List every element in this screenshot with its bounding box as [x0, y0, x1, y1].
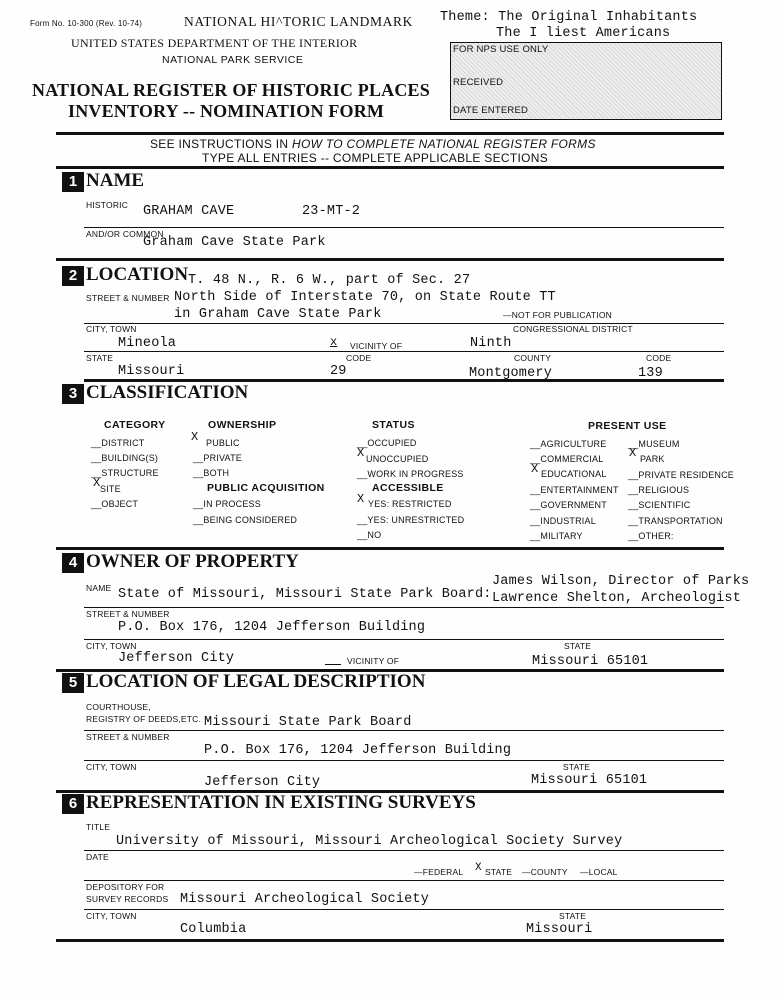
nps-use-box — [450, 42, 722, 120]
use-park-x: X — [629, 446, 637, 460]
historic-name: GRAHAM CAVE — [143, 204, 235, 219]
acquisition-being-considered: __BEING CONSIDERED — [193, 515, 298, 525]
use-agriculture: __AGRICULTURE — [530, 439, 607, 449]
registry-value: Missouri State Park Board — [204, 715, 412, 730]
courthouse-label: COURTHOUSE, — [86, 702, 151, 712]
depository-rule — [84, 909, 724, 910]
instructions-line1: SEE INSTRUCTIONS IN HOW TO COMPLETE NATIONAL REGISTER FORMS — [150, 137, 596, 151]
registry-rule — [84, 730, 724, 731]
use-commercial: __COMMERCIAL — [530, 454, 604, 464]
survey-local: —LOCAL — [580, 867, 618, 877]
state-value: Missouri — [118, 364, 185, 379]
use-scientific: __SCIENTIFIC — [628, 500, 691, 510]
legal-location: T. 48 N., R. 6 W., part of Sec. 27 — [188, 273, 471, 288]
owner-city: Jefferson City — [118, 651, 235, 666]
department-label: UNITED STATES DEPARTMENT OF THE INTERIOR — [71, 36, 358, 50]
registry-street-rule — [84, 760, 724, 761]
not-for-publication: —NOT FOR PUBLICATION — [503, 310, 613, 320]
accessible-unrestricted: __YES: UNRESTRICTED — [357, 515, 465, 525]
status-occupied: __OCCUPIED — [357, 438, 417, 448]
city-rule — [84, 351, 724, 352]
county-code-label: CODE — [646, 353, 672, 363]
depository-city: Columbia — [180, 922, 247, 937]
state-label: STATE — [86, 353, 114, 363]
survey-date-label: DATE — [86, 852, 109, 862]
accessible-restricted: YES: RESTRICTED — [368, 499, 452, 509]
use-military: __MILITARY — [530, 531, 583, 541]
section-4-heading: 4 OWNER OF PROPERTY — [62, 551, 299, 573]
use-private-residence: __PRIVATE RESIDENCE — [628, 470, 734, 480]
use-educational: EDUCATIONAL — [541, 469, 607, 479]
owner-city-label: CITY, TOWN — [86, 641, 137, 651]
registry-state: Missouri 65101 — [531, 773, 648, 788]
use-museum: __MUSEUM — [628, 439, 680, 449]
ownership-public: PUBLIC — [206, 438, 240, 448]
registry-state-label: STATE — [563, 762, 591, 772]
form-title-line2: INVENTORY -- NOMINATION FORM — [68, 101, 385, 121]
state-code-label: CODE — [346, 353, 372, 363]
registry-street-label: STREET & NUMBER — [86, 732, 170, 742]
use-educational-x: X — [531, 462, 539, 476]
landmark-stamp: NATIONAL HI^TORIC LANDMARK — [184, 14, 413, 29]
accessible-no: __NO — [357, 530, 382, 540]
survey-county: —COUNTY — [522, 867, 568, 877]
section-2-heading: 2 LOCATION — [62, 264, 188, 286]
section-1-rule — [56, 258, 724, 261]
owner-name: State of Missouri, Missouri State Park Board: — [118, 587, 492, 602]
instructions-line2: TYPE ALL ENTRIES -- COMPLETE APPLICABLE SECTIONS — [202, 151, 549, 165]
form-title-line1: NATIONAL REGISTER OF HISTORIC PLACES — [32, 80, 430, 100]
use-entertainment: __ENTERTAINMENT — [530, 485, 619, 495]
status-unoccupied-x: X — [357, 446, 365, 460]
registry-city-label: CITY, TOWN — [86, 762, 137, 772]
status-unoccupied: UNOCCUPIED — [366, 454, 429, 464]
section-3-rule — [56, 547, 724, 550]
ownership-both: __BOTH — [193, 468, 230, 478]
survey-title: University of Missouri, Missouri Archeological Society Survey — [116, 834, 623, 849]
county-value: Montgomery — [469, 366, 553, 381]
status-work-in-progress: __WORK IN PROGRESS — [357, 469, 464, 479]
header-rule — [56, 132, 724, 135]
owner-street: P.O. Box 176, 1204 Jefferson Building — [118, 620, 426, 635]
nps-use-only-label: FOR NPS USE ONLY — [453, 44, 549, 55]
status-heading: STATUS — [372, 419, 415, 431]
park-service-label: NATIONAL PARK SERVICE — [162, 54, 304, 66]
category-site-x: X — [93, 476, 101, 490]
owner-name-label: NAME — [86, 583, 112, 593]
street-number-label: STREET & NUMBER — [86, 293, 170, 303]
owner-state-label: STATE — [564, 641, 592, 651]
category-heading: CATEGORY — [104, 419, 166, 431]
accessible-heading: ACCESSIBLE — [372, 482, 444, 494]
use-transportation: __TRANSPORTATION — [628, 516, 723, 526]
section-1-heading: 1 NAME — [62, 170, 144, 192]
acquisition-heading: PUBLIC ACQUISITION — [207, 482, 325, 494]
category-buildings: __BUILDING(S) — [91, 453, 159, 463]
theme-line2: The I liest Americans — [496, 26, 671, 41]
acquisition-in-process: __IN PROCESS — [193, 499, 261, 509]
owner-name-rule — [84, 607, 724, 608]
owner-vicinity-blank — [325, 664, 341, 665]
theme-line1: Theme: The Original Inhabitants — [440, 10, 698, 25]
congress-label: CONGRESSIONAL DISTRICT — [513, 324, 633, 334]
survey-title-rule — [84, 850, 724, 851]
owner-state: Missouri 65101 — [532, 654, 649, 669]
vicinity-label: VICINITY OF — [350, 341, 403, 351]
date-entered-label: DATE ENTERED — [453, 105, 529, 116]
historic-label: HISTORIC — [86, 200, 129, 210]
category-structure: __STRUCTURE — [91, 468, 159, 478]
survey-title-label: TITLE — [86, 822, 111, 832]
present-use-heading: PRESENT USE — [588, 420, 667, 432]
section-5-heading: 5 LOCATION OF LEGAL DESCRIPTION — [62, 671, 425, 693]
use-park: PARK — [640, 454, 665, 464]
registry-label: REGISTRY OF DEEDS,ETC. — [86, 714, 202, 724]
depository-label-2: SURVEY RECORDS — [86, 894, 169, 904]
registry-city: Jefferson City — [204, 775, 321, 790]
section-6-rule — [56, 939, 724, 942]
site-number: 23-MT-2 — [302, 204, 361, 219]
survey-state-x: X — [475, 862, 482, 874]
owner-vicinity-label: VICINITY OF — [347, 656, 400, 666]
owner-director: James Wilson, Director of Parks — [492, 574, 750, 589]
category-object: __OBJECT — [91, 499, 139, 509]
depository-state-label: STATE — [559, 911, 587, 921]
county-label: COUNTY — [514, 353, 552, 363]
use-religious: __RELIGIOUS — [628, 485, 690, 495]
category-district: __DISTRICT — [91, 438, 145, 448]
historic-rule — [84, 227, 724, 228]
vicinity-mark: x — [330, 335, 338, 349]
owner-street-rule — [84, 639, 724, 640]
depository-state: Missouri — [526, 922, 593, 937]
street-line2: in Graham Cave State Park — [174, 307, 382, 322]
ownership-public-x: X — [191, 430, 199, 444]
survey-federal: —FEDERAL — [414, 867, 464, 877]
owner-archeologist: Lawrence Shelton, Archeologist — [492, 591, 742, 606]
survey-state: STATE — [485, 867, 513, 877]
ownership-private: __PRIVATE — [193, 453, 242, 463]
depository-value: Missouri Archeological Society — [180, 892, 430, 907]
use-other: __OTHER: — [628, 531, 674, 541]
use-industrial: __INDUSTRIAL — [530, 516, 596, 526]
congress-value: Ninth — [470, 336, 512, 351]
county-code-value: 139 — [638, 366, 663, 381]
accessible-restricted-x: X — [357, 492, 365, 506]
instructions-rule — [56, 166, 724, 169]
common-name: Graham Cave State Park — [143, 235, 326, 250]
ownership-heading: OWNERSHIP — [208, 419, 277, 431]
common-label: AND/OR COMMON — [86, 229, 164, 239]
survey-date-rule — [84, 880, 724, 881]
state-code-value: 29 — [330, 364, 347, 379]
registry-street: P.O. Box 176, 1204 Jefferson Building — [204, 743, 512, 758]
depository-label-1: DEPOSITORY FOR — [86, 882, 165, 892]
received-label: RECEIVED — [453, 77, 504, 88]
city-value: Mineola — [118, 336, 177, 351]
category-site: SITE — [100, 484, 121, 494]
section-3-heading: 3 CLASSIFICATION — [62, 382, 248, 404]
owner-street-label: STREET & NUMBER — [86, 609, 170, 619]
form-number: Form No. 10-300 (Rev. 10-74) — [30, 19, 143, 28]
city-label: CITY, TOWN — [86, 324, 137, 334]
depository-city-label: CITY, TOWN — [86, 911, 137, 921]
use-government: __GOVERNMENT — [530, 500, 607, 510]
section-6-heading: 6 REPRESENTATION IN EXISTING SURVEYS — [62, 792, 476, 814]
street-line1: North Side of Interstate 70, on State Route TT — [174, 290, 556, 305]
